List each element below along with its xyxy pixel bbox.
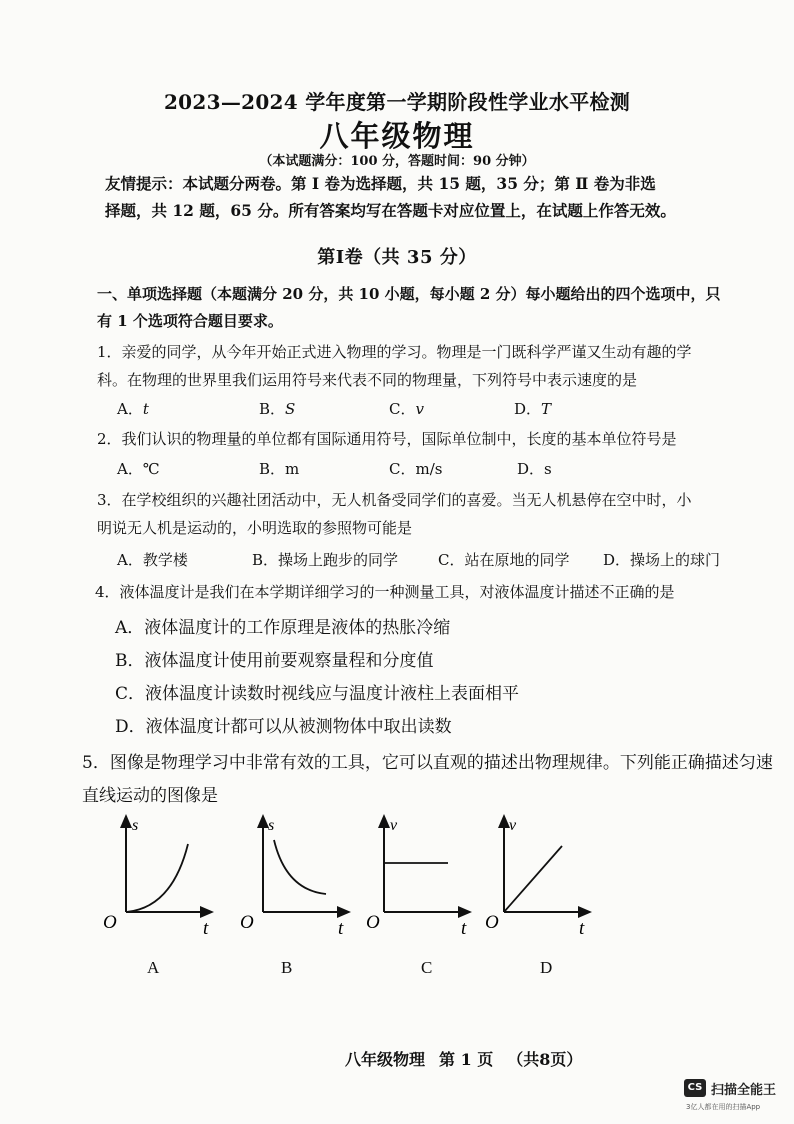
graph-d [485, 817, 586, 939]
tip-line-1: 友情提示：本试题分两卷。第 Ⅰ 卷为选择题，共 15 题，35 分；第 Ⅱ 卷为非选 [105, 174, 656, 193]
exam-title: 2023—2024 学年度第一学期阶段性学业水平检测 [163, 90, 631, 114]
graph-b-x-label: t [338, 918, 344, 939]
footer-subject: 八年级物理 [345, 1050, 426, 1069]
graph-d-line [504, 846, 562, 912]
graph-b-curve [274, 840, 326, 894]
question-4-option-b: B．液体温度计使用前要观察量程和分度值 [115, 651, 434, 671]
question-4-option-a: A．液体温度计的工作原理是液体的热胀冷缩 [115, 618, 451, 638]
question-2-option-c: C．m/s [389, 460, 443, 478]
question-3-option-d: D．操场上的球门 [603, 551, 721, 569]
motion-graphs [100, 810, 660, 940]
graph-a-origin: O [103, 912, 117, 933]
graph-c-origin: O [366, 912, 380, 933]
question-5-text-2: 直线运动的图像是 [82, 786, 218, 806]
question-5-text-1: 5．图像是物理学习中非常有效的工具，它可以直观的描述出物理规律。下列能正确描述匀速 [82, 753, 773, 773]
question-1-text-2: 科。在物理的世界里我们运用符号来代表不同的物理量，下列符号中表示速度的是 [97, 371, 638, 389]
graph-b-y-label: s [268, 817, 275, 834]
question-1-option-c: C．v [389, 400, 424, 418]
question-3-option-a: A．教学楼 [117, 551, 188, 569]
question-3-text-2: 明说无人机是运动的，小明选取的参照物可能是 [97, 519, 413, 537]
graph-d-origin: O [485, 912, 499, 933]
graph-d-x-label: t [579, 918, 585, 939]
exam-info: （本试题满分：100 分，答题时间：90 分钟） [259, 154, 535, 169]
graph-d-y-label: v [509, 817, 517, 834]
graph-d-label: D [540, 958, 553, 977]
footer-total: （共8页） [507, 1050, 583, 1069]
graph-c-label: C [421, 958, 433, 977]
graph-a [103, 817, 209, 939]
graph-b [240, 817, 345, 939]
graph-b-origin: O [240, 912, 254, 933]
scanner-tagline: 3亿人都在用的扫描App [686, 1103, 761, 1111]
scanner-name: 扫描全能王 [711, 1083, 777, 1098]
question-2-text: 2．我们认识的物理量的单位都有国际通用符号，国际单位制中，长度的基本单位符号是 [97, 430, 677, 448]
tip-line-2: 择题，共 12 题，65 分。所有答案均写在答题卡对应位置上，在试题上作答无效。 [105, 201, 676, 220]
question-1-option-a: A．t [117, 400, 149, 418]
graph-c-x-label: t [461, 918, 467, 939]
question-4-text: 4．液体温度计是我们在本学期详细学习的一种测量工具，对液体温度计描述不正确的是 [95, 583, 675, 601]
question-4-option-d: D．液体温度计都可以从被测物体中取出读数 [115, 717, 452, 737]
subject-title: 八年级物理 [319, 119, 475, 153]
graph-a-curve [126, 844, 188, 912]
question-1-text-1: 1．亲爱的同学，从今年开始正式进入物理的学习。物理是一门既科学严谨又生动有趣的学 [97, 343, 692, 361]
graph-c-y-label: v [390, 817, 398, 834]
question-3-option-c: C．站在原地的同学 [438, 551, 570, 569]
question-1-option-b: B．S [259, 400, 296, 418]
graph-a-x-label: t [203, 918, 209, 939]
question-4-option-c: C．液体温度计读数时视线应与温度计液柱上表面相平 [115, 684, 520, 704]
graph-b-label: B [281, 958, 293, 977]
question-2-option-d: D．s [517, 460, 552, 478]
question-1-option-d: D．T [514, 400, 552, 418]
section-title: 第Ⅰ卷（共 35 分） [317, 247, 477, 268]
part1-instructions-2: 有 1 个选项符合题目要求。 [97, 312, 283, 330]
part1-instructions-1: 一、单项选择题（本题满分 20 分，共 10 小题，每小题 2 分）每小题给出的四个选项中，只 [97, 285, 721, 303]
footer-page: 第 1 页 [439, 1050, 494, 1069]
graph-c [366, 817, 467, 939]
page-footer [345, 1047, 596, 1070]
question-2-option-b: B．m [259, 460, 300, 478]
scanner-logo-icon: CS [684, 1079, 706, 1097]
question-3-text-1: 3．在学校组织的兴趣社团活动中，无人机备受同学们的喜爱。当无人机悬停在空中时，小 [97, 491, 692, 509]
graph-a-y-label: s [132, 817, 139, 834]
graph-a-label: A [147, 958, 160, 977]
question-2-option-a: A．℃ [117, 460, 160, 478]
question-3-option-b: B．操场上跑步的同学 [252, 551, 399, 569]
